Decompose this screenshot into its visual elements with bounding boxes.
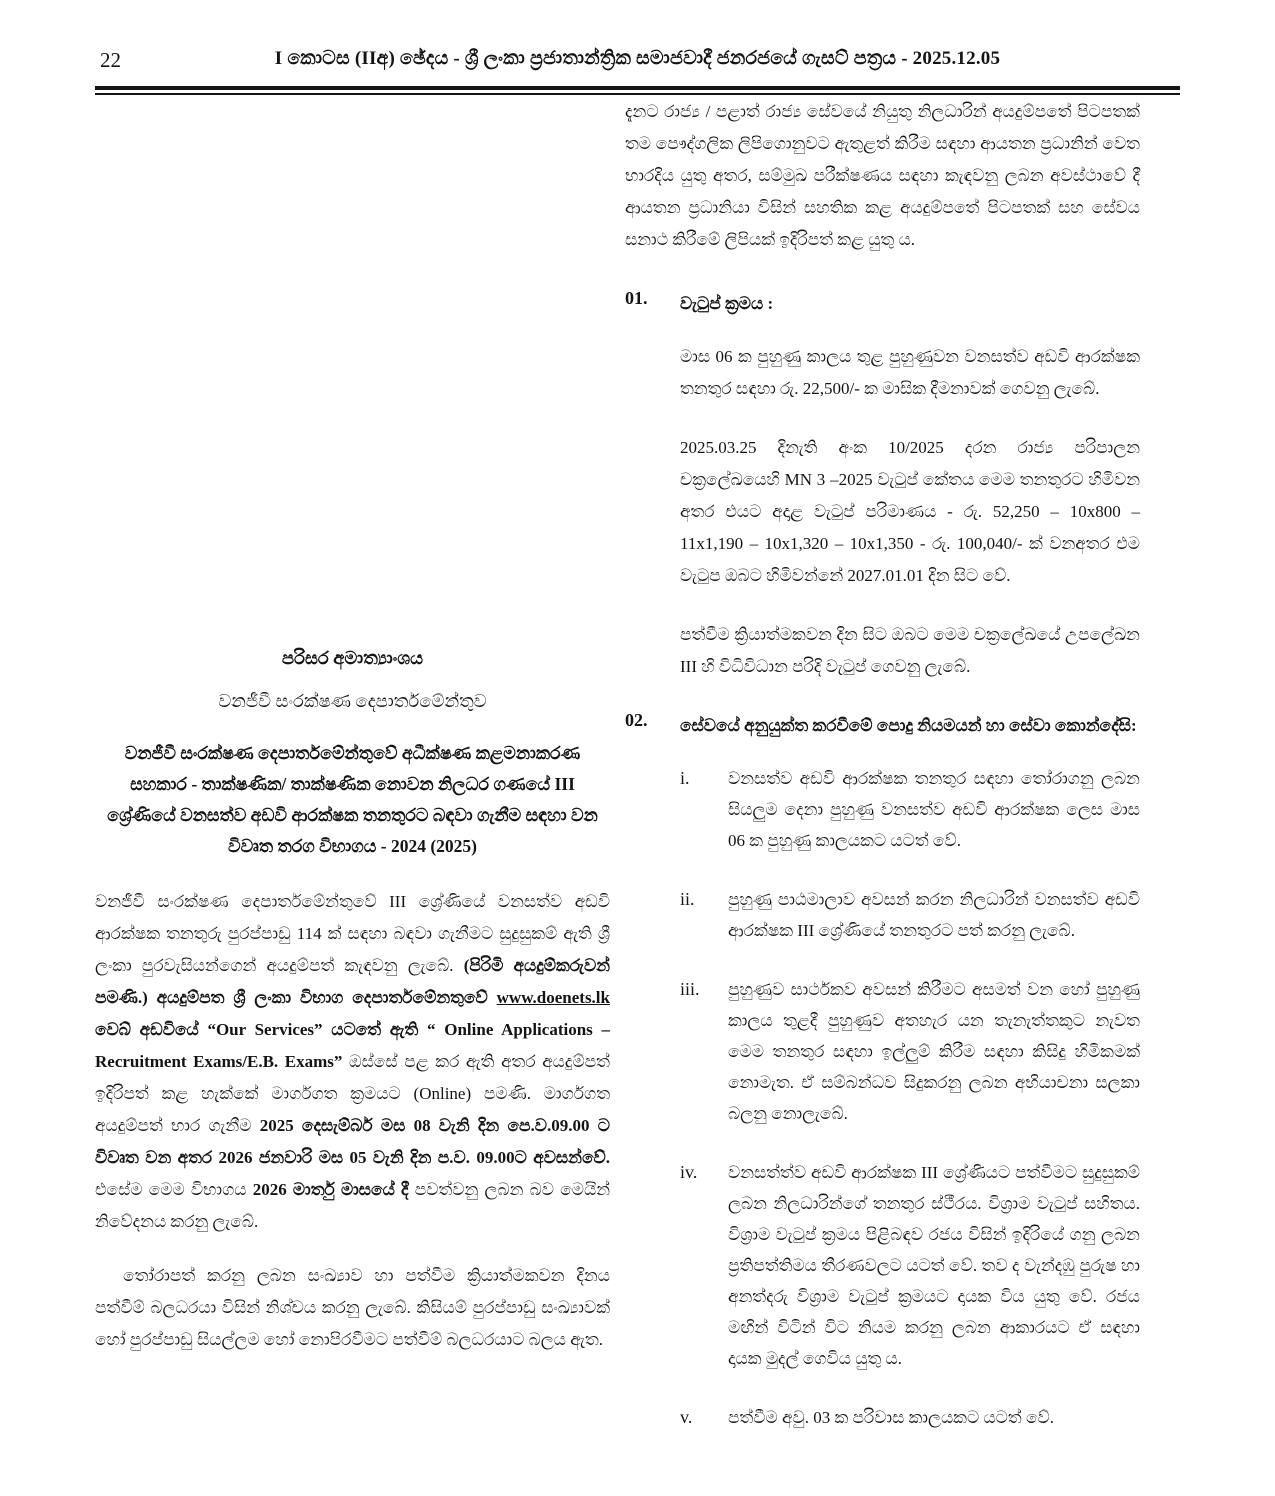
section-01-paragraph: පත්වීම ක්‍රියාත්මකවන දින සිට ඔබට මෙම චක්‍රලේඛයේ උපලේඛන III හි විධිවිධාන පරිදි වැටුප් ගෙවනු ලැබේ. <box>680 625 1140 676</box>
list-item-text: වනසත්ත්ව අඩවි ආරක්ෂක III ශ්‍රේණියට පත්වීමට සුදුසුකම් ලබන නිලධාරින්ගේ තනතුර ස්ථීරය. විශ්‍රාම වැටුප් සහිතය. විශ්‍රාම වැටුප් ක්‍රමය පිළිබඳව රජය විසින් ඉදිරියේ ගනු ලබන ප්‍රතිපත්තිමය තීරණවලට යටත් වේ. තව ද වැන්දඹු පුරුෂ හා අනත්දරු විශ්‍රාම වැටුප් ක්‍රමයට දායක විය යුතු වේ. රජය මඟින් විටින් විට නියම කරනු ලබන ආකාරයට ඒ සඳහා දායක මුදල් ගෙවිය යුතු ය. <box>728 1163 1140 1368</box>
department-heading: වනජීවී සංරක්ෂණ දෙපාර්තමේන්තුව <box>218 691 487 711</box>
header-double-rule <box>95 86 1180 95</box>
list-item-marker: iii. <box>680 979 700 999</box>
list-item-text: පත්වීම අවු. 03 ක පරිවාස කාලයකට යටත් වේ. <box>728 1408 1054 1427</box>
notice-closing-paragraph: තෝරාපත් කරනු ලබන සංඛ්‍යාව හා පත්වීම ක්‍රියාත්මකවන දිනය පත්වීම් බලධරයා විසින් නිශ්චය කරනු ලැබේ. කිසියම් පුරප්පාඩු සංඛ්‍යාවක් හෝ පුරප්පාඩු සියල්ලම හෝ නොපිරවීමට පත්වීම් බලධරයාට බලය ඇත. <box>95 1266 610 1349</box>
list-item <box>680 1402 1140 1433</box>
section-01-heading: වැටුප් ක්‍රමය : <box>680 294 774 313</box>
page-number: 22 <box>100 48 121 72</box>
gazette-header-title: I කොටස (IIඅ) ඡේදය - ශ්‍රී ලංකා ප්‍රජාතාන්ත්‍රික සමාජවාදී ජනරජයේ ගැසට් පත්‍රය - 2025.12.05 <box>274 48 1001 69</box>
section-02-body <box>680 763 1140 1433</box>
left-column <box>95 648 610 1356</box>
list-item <box>680 763 1140 856</box>
list-item-text: වනසත්ව අඩවි ආරක්ෂක තනතුර සඳහා තෝරාගනු ලබන සියලුම දෙනා පුහුණු වනසත්ව අඩවි ආරක්ෂක ලෙස මාස 06 ක පුහුණු කාලයකට යටත් වේ. <box>728 769 1140 850</box>
list-item-text: පුහුණුව සාර්ථකව අවසන් කිරීමට අසමත් වන හෝ පුහුණු කාලය තුළදී පුහුණුව අතහැර යන තැනැත්තකුට නැවත මෙම තනතුර සඳහා ඉල්ලුම් කිරීම සඳහා කිසිදු හිමිකමක් නොමැත. ඒ සම්බන්ධව සිදුකරනු ලබන අභියාචනා සලකා බලනු නොලැබේ. <box>728 980 1140 1123</box>
continuation-paragraph: දැනට රාජ්‍ය / පළාත් රාජ්‍ය සේවයේ නියුතු නිලධාරින් අයදුම්පතේ පිටපතක් තම පෞද්ගලික ලිපිගොනුවට ඇතුළත් කිරීම සඳහා ආයතන ප්‍රධානින් වෙත භාරදිය යුතු අතර, සම්මුඛ පරීක්ෂණය සඳහා කැඳවනු ලබන අවස්ථාවේ දී ආයතන ප්‍රධානියා විසින් සහතික කළ අයදුම්පතේ පිටපතක් සහ සේවය සනාථ කිරීමේ ලිපියක් ඉදිරිපත් කළ යුතු ය. <box>625 102 1140 249</box>
section-02-heading: සේවයේ අනුයුක්ත කරවීමේ පොදු නියමයන් හා සේවා කොන්දේසි: <box>680 716 1137 735</box>
list-item-marker: iv. <box>680 1162 698 1182</box>
ministry-heading: පරිසර අමාත්‍යාංශය <box>281 648 424 668</box>
list-item <box>680 974 1140 1129</box>
section-01-salary <box>625 288 1140 683</box>
section-02-terms <box>625 710 1140 1433</box>
right-column <box>625 96 1140 1461</box>
section-01-heading-row <box>625 288 1140 319</box>
section-02-heading-row <box>625 710 1140 741</box>
list-item-marker: i. <box>680 768 690 788</box>
section-01-number: 01. <box>625 288 648 308</box>
list-item-marker: v. <box>680 1407 693 1427</box>
notice-title: වනජීවී සංරක්ෂණ දෙපාර්තමේන්තුවේ අධීක්ෂණ කළමනාකරණ සහකාර - තාක්ෂණික/ තාක්ෂණික නොවන නිලධර ගණයේ III ශ්‍රේණියේ වනසත්ව අඩවි ආරක්ෂක තනතුරට බඳවා ගැනීම සඳහා වන විවෘත තරග විභාගය - 2024 (2025) <box>107 743 598 856</box>
list-item <box>680 1157 1140 1374</box>
section-01-paragraph: 2025.03.25 දිනැති අංක 10/2025 දරන රාජ්‍ය පරිපාලන චක්‍රලේඛයෙහි MN 3 –2025 වැටුප් කේතය මෙම තනතුරට හිමිවන අතර එයට අදාළ වැටුප් පරිමාණය - රු. 52,250 – 10x800 – 11x1,190 – 10x1,320 – 10x1,350 - රු. 100,040/- ක් වනඅතර එම වැටුප ඔබට හිමිවන්නේ 2027.01.01 දින සිට වේ. <box>680 438 1140 585</box>
section-01-body <box>680 341 1140 683</box>
section-01-paragraph: මාස 06 ක පුහුණු කාලය තුළ පුහුණුවන වනසත්ව අඩවි ආරක්ෂක තනතුර සඳහා රු. 22,500/- ක මාසික දීමනාවක් ගෙවනු ලැබේ. <box>680 347 1140 398</box>
page-header <box>95 46 1180 80</box>
list-item <box>680 884 1140 946</box>
list-item-text: පුහුණු පාඨමාලාව අවසන් කරන නිලධාරින් වනසත්ව අඩවි ආරක්ෂක III ශ්‍රේණියේ තනතුරට පත් කරනු ලැබේ. <box>728 890 1140 940</box>
list-item-marker: ii. <box>680 889 695 909</box>
section-02-number: 02. <box>625 710 648 730</box>
notice-body-paragraph: වනජීවී සංරක්ෂණ දෙපාර්තමේන්තුවේ III ශ්‍රේණියේ වනසත්ව අඩවි ආරක්ෂක තනතුරු පුරප්පාඩු 114 ක් සඳහා බඳවා ගැනීමට සුදුසුකම් ඇති ශ්‍රී ලංකා පුරවැසියන්ගෙන් අයදුම්පත් කැඳවනු ලැබේ. (පිරිමි අයදුම්කරුවන් පමණි.) අයදුම්පත ශ්‍රී ලංකා විභාග දෙපාර්තමේනතුවේ www.doenets.lk වෙබ් අඩවියේ “Our Services” යටතේ ඇති “ Online Applications – Recruitment Exams/E.B. Exams” ඔස්සේ පළ කර ඇති අතර අයදුම්පත් ඉදිරිපත් කළ හැක්කේ මාර්ගගත ක්‍රමයට (Online) පමණි. මාර්ගගත අයදුම්පත් භාර ගැනීම 2025 දෙසැම්බර් මස 08 වැනි දින පෙ.ව.09.00 ට විවෘත වන අතර 2026 ජනවාරි මස 05 වැනි දින ප.ව. 09.00ට අවසන්වේ. එසේම මෙම විභාගය 2026 මාර්තු මාසයේ දී පවත්වනු ලබන බව මෙයින් නිවේදනය කරනු ලැබේ. <box>95 892 611 1231</box>
